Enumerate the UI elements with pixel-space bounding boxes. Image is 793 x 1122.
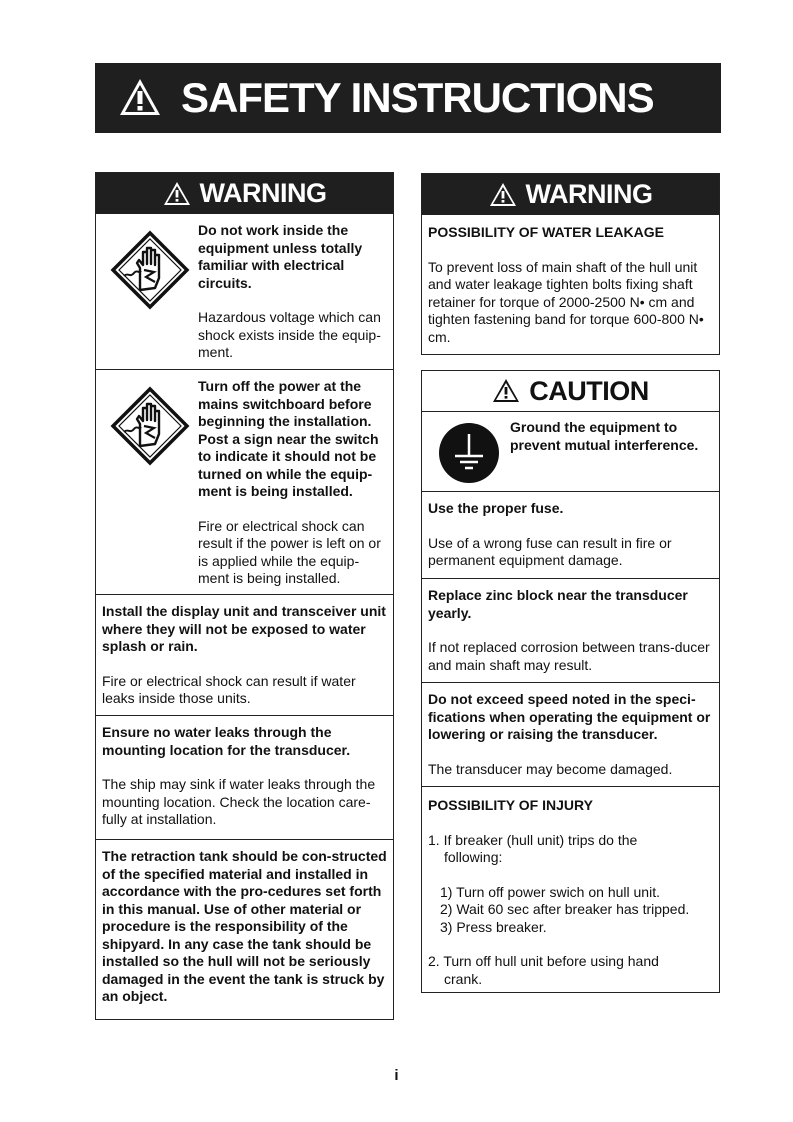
caution-header	[422, 371, 719, 412]
warning-triangle-icon	[117, 75, 163, 121]
caution-item-bold: Use the proper fuse.	[428, 500, 564, 516]
warning-item-power-off	[96, 369, 393, 594]
injury-step-2: 2) Wait 60 sec after breaker has tripped.	[440, 901, 690, 917]
injury-item-1: 1. If breaker (hull unit) trips do the	[428, 831, 638, 848]
warning-item-bold: Ensure no water leaks through the mounting location for the transducer.	[102, 724, 351, 758]
caution-item-fuse	[422, 491, 719, 578]
warning-header	[96, 173, 393, 214]
warning-item-electrical	[96, 214, 393, 369]
caution-item-speed	[422, 682, 719, 786]
warning-header-label: WARNING	[525, 179, 653, 209]
caution-item-zinc-block	[422, 578, 719, 682]
page-number: i	[394, 1067, 399, 1084]
water-leakage-section	[422, 215, 719, 352]
warning-item-text: The ship may sink if water leaks through the mounting location. Check the location care-fully at installation.	[102, 776, 376, 827]
water-leakage-title: POSSIBILITY OF WATER LEAKAGE	[428, 224, 664, 240]
right-warning-panel	[421, 173, 720, 355]
warning-item-bold: Install the display unit and transceiver unit where they will not be exposed to water splash or rain.	[102, 603, 386, 654]
caution-item-text: Use of a wrong fuse can result in fire or permanent equipment damage.	[428, 534, 672, 568]
caution-item-text: The transducer may become damaged.	[428, 760, 673, 777]
electric-shock-hand-icon	[110, 386, 190, 466]
injury-step-1: 1) Turn off power swich on hull unit.	[440, 883, 660, 900]
caution-header-label: CAUTION	[529, 375, 649, 406]
warning-triangle-icon	[492, 377, 520, 405]
caution-item-bold: Replace zinc block near the transducer yearly.	[428, 587, 688, 621]
electric-shock-hand-icon	[110, 230, 190, 310]
water-leakage-text: To prevent loss of main shaft of the hull unit and water leakage tighten bolts fixing shaft retainer for torque of 2000-2500 N• cm and tighten fastening band for torque 600-800 N• cm.	[428, 258, 704, 345]
warning-item-text: Fire or electrical shock can result if the power is left on or is applied while the equip-ment is being installed.	[198, 517, 381, 586]
warning-item-bold: Do not work inside the equipment unless totally familiar with electrical circuits.	[198, 222, 363, 291]
warning-item-water-leak	[96, 715, 393, 839]
caution-item-bold: Ground the equipment to prevent mutual interference.	[510, 419, 699, 453]
injury-step-3: 3) Press breaker.	[440, 918, 547, 935]
left-warning-panel	[95, 172, 394, 1020]
warning-triangle-icon	[489, 181, 517, 209]
warning-item-retraction-tank	[96, 839, 393, 1019]
caution-item-injury	[422, 786, 719, 992]
warning-item-bold: Turn off the power at the mains switchboard before beginning the installation. Post a sign near the switch to indicate it should not be turned on while the equip-ment is being installed.	[198, 378, 379, 499]
warning-item-bold: The retraction tank should be con-structed of the specified material and installed in accordance with the pro-cedures set forth in this manual. Use of other material or procedure is the responsibility of the shipyard. In any case the tank should be installed so the hull will not be seriously damaged in the event the tank is struck by an object.	[102, 848, 387, 1004]
warning-item-display-unit	[96, 594, 393, 715]
injury-item-1-cont: following:	[444, 849, 503, 865]
injury-title: POSSIBILITY OF INJURY	[428, 797, 593, 813]
right-caution-panel	[421, 370, 720, 993]
caution-item-text: If not replaced corrosion between trans-ducer and main shaft may result.	[428, 639, 710, 673]
warning-item-text: Fire or electrical shock can result if water leaks inside those units.	[102, 672, 356, 706]
warning-triangle-icon	[163, 180, 191, 208]
injury-item-2: 2. Turn off hull unit before using hand	[428, 953, 659, 969]
injury-item-2-cont: crank.	[444, 970, 483, 987]
caution-item-ground	[422, 412, 719, 491]
ground-icon	[438, 422, 500, 484]
warning-header	[422, 174, 719, 215]
warning-item-text: Hazardous voltage which can shock exists inside the equip-ment.	[198, 309, 381, 360]
caution-item-bold: Do not exceed speed noted in the speci-fications when operating the equipment or lowering or raising the transducer.	[428, 691, 711, 742]
title-banner	[95, 63, 721, 133]
page-title: SAFETY INSTRUCTIONS	[181, 74, 654, 121]
warning-header-label: WARNING	[199, 178, 327, 208]
